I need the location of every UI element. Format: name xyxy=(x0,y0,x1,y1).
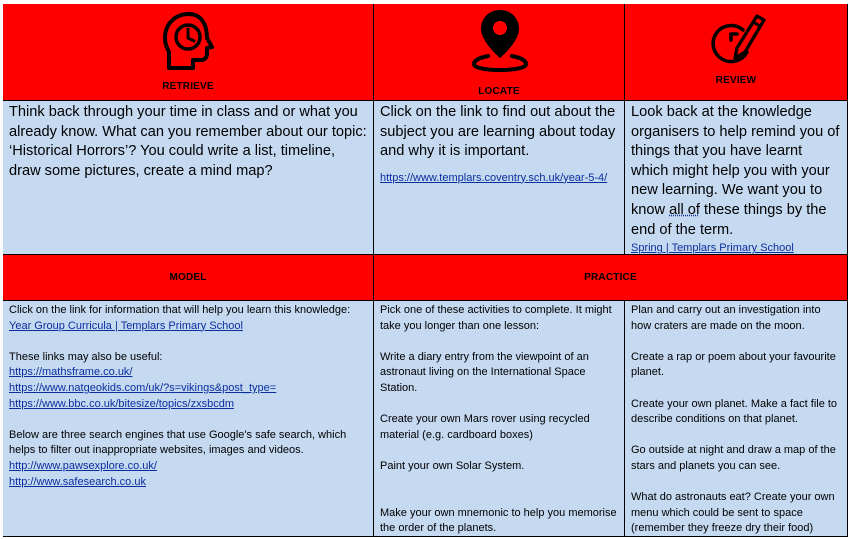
practice-intro: Pick one of these activities to complete. It might take you longer than one lesson: xyxy=(380,304,612,332)
retrieve-label: RETRIEVE xyxy=(162,81,214,92)
practice2-activity: Create a rap or poem about your favourite planet. xyxy=(631,350,836,379)
review-text-before: Look back at the knowledge organisers to help remind you of things that you have learnt which might help you with your new learning. We want you to know xyxy=(631,104,840,218)
model-header xyxy=(3,255,374,301)
practice2-activity: Go outside at night and draw a map of the stars and planets you can see. xyxy=(631,444,836,472)
mathsframe-link[interactable]: https://mathsframe.co.uk/ xyxy=(9,366,133,379)
practice-activity: Make your own mnemonic to help you memorise the order of the planets. xyxy=(380,506,617,535)
locate-header xyxy=(374,4,625,101)
pencil-refresh-icon xyxy=(707,8,767,72)
practice-body xyxy=(374,301,625,537)
locate-text: Click on the link to find out about the subject you are learning about today and why it is important. xyxy=(380,104,616,160)
location-pin-icon xyxy=(470,6,530,72)
pawsexplore-link[interactable]: http://www.pawsexplore.co.uk/ xyxy=(9,459,157,472)
review-label: REVIEW xyxy=(715,75,757,86)
review-header xyxy=(625,4,848,101)
spring-link[interactable]: Spring | Templars Primary School xyxy=(631,242,794,255)
head-clock-icon xyxy=(159,10,223,74)
practice-label: PRACTICE xyxy=(584,272,637,283)
practice-activity: Paint your own Solar System. xyxy=(380,459,525,472)
search-intro: Below are three search engines that use Google's safe search, which helps to filter out inappropriate websites, images and videos. xyxy=(9,428,347,457)
natgeokids-link[interactable]: https://www.natgeokids.com/uk/?s=vikings&post_type= xyxy=(9,381,277,394)
practice2-activity: What do astronauts eat? Create your own menu which could be sent to space (remember they freeze dry their food) xyxy=(631,491,835,535)
bbc-bitesize-link[interactable]: https://www.bbc.co.uk/bitesize/topics/zxsbcdm xyxy=(9,397,234,410)
practice2-activity: Create your own planet. Make a fact file to describe conditions on that planet. xyxy=(631,397,838,426)
retrieve-text: Think back through your time in class and or what you already know. What can you remember about our topic: ‘Historical Horrors’? You could write a list, timeline, draw some pictures, create a mind map? xyxy=(9,104,367,179)
model-body xyxy=(3,301,374,537)
retrieve-header xyxy=(3,4,374,101)
practice2-body xyxy=(625,301,848,537)
practice-activity: Create your own Mars rover using recycled material (e.g. cardboard boxes) xyxy=(380,413,590,441)
review-text xyxy=(631,103,841,240)
practice-activity: Write a diary entry from the viewpoint of an astronaut living on the International Space Station. xyxy=(380,350,589,394)
retrieve-body xyxy=(3,101,374,255)
review-text-underlined: all of xyxy=(669,201,700,218)
locate-body xyxy=(374,101,625,255)
safesearch-link[interactable]: http://www.safesearch.co.uk xyxy=(9,475,146,488)
practice-header xyxy=(374,255,848,301)
model-intro: Click on the link for information that will help you learn this knowledge: xyxy=(9,304,351,316)
useful-heading: These links may also be useful: xyxy=(9,350,163,363)
review-body xyxy=(625,101,848,255)
locate-link[interactable]: https://www.templars.coventry.sch.uk/year-5-4/ xyxy=(380,171,608,184)
locate-label: LOCATE xyxy=(478,86,520,97)
curricula-link[interactable]: Year Group Curricula | Templars Primary School xyxy=(9,319,243,332)
practice2-activity: Plan and carry out an investigation into how craters are made on the moon. xyxy=(631,304,821,332)
model-label: MODEL xyxy=(169,272,207,283)
review-text-after: these things by the end of the term. xyxy=(631,201,827,238)
